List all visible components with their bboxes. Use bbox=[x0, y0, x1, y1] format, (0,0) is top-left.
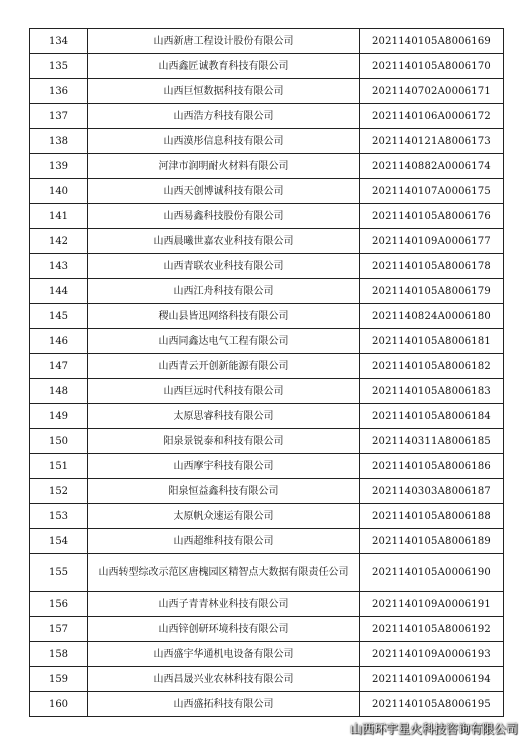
table-row bbox=[30, 617, 504, 642]
watermark-text: 山西环宇星火科技咨询有限公司 bbox=[349, 722, 518, 736]
row-number: 140 bbox=[30, 179, 88, 204]
registration-code: 2021140105A8006186 bbox=[360, 454, 504, 479]
row-number: 136 bbox=[30, 79, 88, 104]
table-row bbox=[30, 354, 504, 379]
company-name: 山西盛拓科技有限公司 bbox=[88, 692, 360, 717]
table-row bbox=[30, 304, 504, 329]
table-row bbox=[30, 154, 504, 179]
table-row bbox=[30, 429, 504, 454]
company-name: 山西昌晟兴业农林科技有限公司 bbox=[88, 667, 360, 692]
row-number: 150 bbox=[30, 429, 88, 454]
registration-code: 2021140107A0006175 bbox=[360, 179, 504, 204]
row-number: 141 bbox=[30, 204, 88, 229]
company-name: 山西巨恒数据科技有限公司 bbox=[88, 79, 360, 104]
table-row bbox=[30, 129, 504, 154]
row-number: 146 bbox=[30, 329, 88, 354]
registration-code: 2021140105A8006188 bbox=[360, 504, 504, 529]
row-number: 139 bbox=[30, 154, 88, 179]
company-name: 阳泉恒益鑫科技有限公司 bbox=[88, 479, 360, 504]
company-name: 山西江舟科技有限公司 bbox=[88, 279, 360, 304]
table-row bbox=[30, 179, 504, 204]
company-name: 山西鑫匠诚教育科技有限公司 bbox=[88, 54, 360, 79]
row-number: 149 bbox=[30, 404, 88, 429]
company-name: 山西超维科技有限公司 bbox=[88, 529, 360, 554]
row-number: 157 bbox=[30, 617, 88, 642]
table-row bbox=[30, 504, 504, 529]
registration-code: 2021140105A8006170 bbox=[360, 54, 504, 79]
company-name: 太原帆众速运有限公司 bbox=[88, 504, 360, 529]
company-name: 山西盛宇华通机电设备有限公司 bbox=[88, 642, 360, 667]
company-name: 山西浩方科技有限公司 bbox=[88, 104, 360, 129]
table-row bbox=[30, 329, 504, 354]
row-number: 134 bbox=[30, 29, 88, 54]
row-number: 152 bbox=[30, 479, 88, 504]
table-row bbox=[30, 404, 504, 429]
registration-code: 2021140105A8006184 bbox=[360, 404, 504, 429]
registration-code: 2021140105A8006189 bbox=[360, 529, 504, 554]
table-row bbox=[30, 454, 504, 479]
company-name: 山西新唐工程设计股份有限公司 bbox=[88, 29, 360, 54]
registration-code: 2021140105A8006169 bbox=[360, 29, 504, 54]
table-row bbox=[30, 554, 504, 592]
company-name: 太原思睿科技有限公司 bbox=[88, 404, 360, 429]
row-number: 153 bbox=[30, 504, 88, 529]
row-number: 138 bbox=[30, 129, 88, 154]
registration-code: 2021140824A0006180 bbox=[360, 304, 504, 329]
table-row bbox=[30, 104, 504, 129]
company-name: 山西漠彤信息科技有限公司 bbox=[88, 129, 360, 154]
registration-code: 2021140105A8006182 bbox=[360, 354, 504, 379]
table-row bbox=[30, 254, 504, 279]
table-row bbox=[30, 479, 504, 504]
row-number: 137 bbox=[30, 104, 88, 129]
table-row bbox=[30, 692, 504, 717]
table-row bbox=[30, 667, 504, 692]
registration-code: 2021140109A0006191 bbox=[360, 592, 504, 617]
registration-code: 2021140105A8006176 bbox=[360, 204, 504, 229]
row-number: 135 bbox=[30, 54, 88, 79]
registration-code: 2021140105A8006179 bbox=[360, 279, 504, 304]
row-number: 144 bbox=[30, 279, 88, 304]
registration-code: 2021140121A8006173 bbox=[360, 129, 504, 154]
table-row bbox=[30, 29, 504, 54]
table-row bbox=[30, 592, 504, 617]
registration-code: 2021140105A8006181 bbox=[360, 329, 504, 354]
row-number: 155 bbox=[30, 554, 88, 592]
company-name: 山西青云开创新能源有限公司 bbox=[88, 354, 360, 379]
registration-code: 2021140105A8006192 bbox=[360, 617, 504, 642]
row-number: 142 bbox=[30, 229, 88, 254]
company-name: 山西易鑫科技股份有限公司 bbox=[88, 204, 360, 229]
row-number: 154 bbox=[30, 529, 88, 554]
company-name: 山西锌创研环境科技有限公司 bbox=[88, 617, 360, 642]
registration-code: 2021140109A0006193 bbox=[360, 642, 504, 667]
row-number: 148 bbox=[30, 379, 88, 404]
company-name: 山西天创博诚科技有限公司 bbox=[88, 179, 360, 204]
table-row bbox=[30, 54, 504, 79]
table-body bbox=[30, 29, 504, 717]
row-number: 145 bbox=[30, 304, 88, 329]
registration-code: 2021140105A0006190 bbox=[360, 554, 504, 592]
registration-code: 2021140109A0006177 bbox=[360, 229, 504, 254]
company-name: 山西同鑫达电气工程有限公司 bbox=[88, 329, 360, 354]
table-row bbox=[30, 379, 504, 404]
row-number: 151 bbox=[30, 454, 88, 479]
company-name: 山西巨远时代科技有限公司 bbox=[88, 379, 360, 404]
registration-code: 2021140105A8006183 bbox=[360, 379, 504, 404]
registration-code: 2021140882A0006174 bbox=[360, 154, 504, 179]
registration-code: 2021140311A8006185 bbox=[360, 429, 504, 454]
company-name: 阳泉景锐泰和科技有限公司 bbox=[88, 429, 360, 454]
row-number: 143 bbox=[30, 254, 88, 279]
table-row bbox=[30, 79, 504, 104]
wechat-icon bbox=[328, 719, 346, 738]
watermark bbox=[328, 719, 518, 738]
row-number: 158 bbox=[30, 642, 88, 667]
row-number: 147 bbox=[30, 354, 88, 379]
table-row bbox=[30, 229, 504, 254]
company-name: 山西转型综改示范区唐槐园区精智点大数据有限责任公司 bbox=[88, 554, 360, 592]
registration-code: 2021140105A8006178 bbox=[360, 254, 504, 279]
registration-code: 2021140105A8006195 bbox=[360, 692, 504, 717]
row-number: 156 bbox=[30, 592, 88, 617]
company-name: 山西青联农业科技有限公司 bbox=[88, 254, 360, 279]
table-row bbox=[30, 279, 504, 304]
row-number: 159 bbox=[30, 667, 88, 692]
company-name: 稷山县皆迅网络科技有限公司 bbox=[88, 304, 360, 329]
company-name: 河津市润明耐火材料有限公司 bbox=[88, 154, 360, 179]
registration-code: 2021140702A0006171 bbox=[360, 79, 504, 104]
company-registry-table bbox=[29, 28, 504, 717]
registration-code: 2021140106A0006172 bbox=[360, 104, 504, 129]
company-name: 山西晨曦世嘉农业科技有限公司 bbox=[88, 229, 360, 254]
table-row bbox=[30, 204, 504, 229]
registration-code: 2021140303A8006187 bbox=[360, 479, 504, 504]
table-row bbox=[30, 642, 504, 667]
row-number: 160 bbox=[30, 692, 88, 717]
table-row bbox=[30, 529, 504, 554]
company-name: 山西子青青林业科技有限公司 bbox=[88, 592, 360, 617]
company-name: 山西摩宇科技有限公司 bbox=[88, 454, 360, 479]
registration-code: 2021140109A0006194 bbox=[360, 667, 504, 692]
